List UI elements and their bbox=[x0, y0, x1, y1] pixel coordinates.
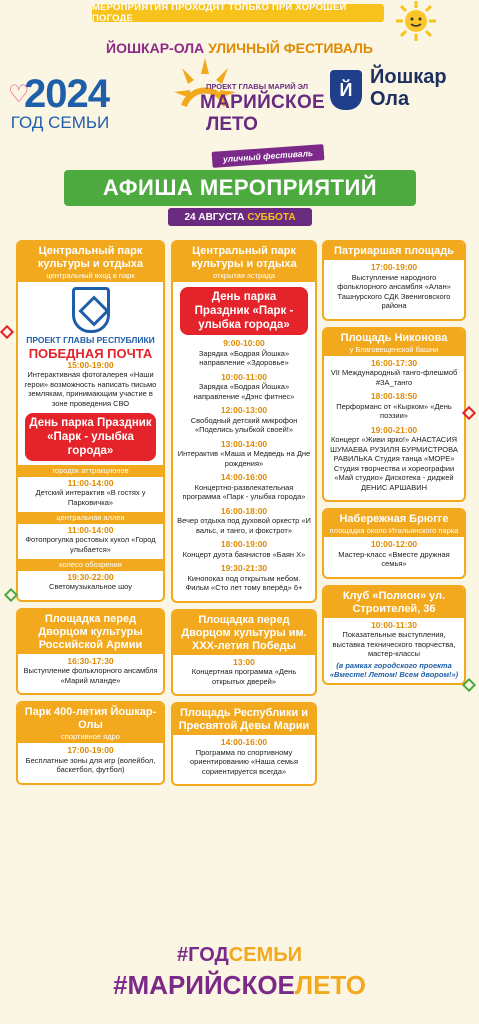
venue-card-bruges-embankment: Набережная Брюгге площадка около Итальянского парка 10:00-12:00 Мастер-класс «Вместе дружная семья» bbox=[322, 508, 466, 579]
venue-card-patriarch-square: Патриаршая площадь 17:00-19:00 Выступление народного фольклорного ансамбля «Алан» Ташнурского СДК Звениговского района bbox=[322, 240, 466, 321]
republic-emblem-icon bbox=[72, 287, 110, 333]
column-left bbox=[16, 240, 165, 791]
logo-year: 2024 bbox=[24, 72, 109, 116]
column-right bbox=[322, 240, 466, 691]
venue-card-park-400: Парк 400-летия Йошкар-Олы спортивное ядро 17:00-19:00 Бесплатные зоны для игр (волейбол, баскетбол, футбол) bbox=[16, 701, 165, 785]
event-time: 14:00-16:00 bbox=[220, 472, 268, 482]
event-time: 18:00-18:50 bbox=[370, 391, 418, 401]
event-time: 10:00-11:00 bbox=[221, 371, 267, 382]
event-time: 19:00-21:00 bbox=[370, 424, 418, 435]
venue-card-central-park-stage: Центральный парк культуры и отдыха открытая эстрада День парка Праздник «Парк - улыбка города» 9:00-10:00 Зарядка «Бодрая Йошка» направление «Здоровье» 10:00-11:00 Зарядка «Бодрая Йошка» направление «Дэнс фитнес» 12:00-13:00 Свободный детский микрофон «Поделись улыбкой своей!» 13:00-14:00 Интерактив «Маша и Медведь на Дне рождения» 14:00-16:00 Концертно-развлекательная программа «Парк - улыбка города» 16:00-18:00 Вечер отдыха под духовой оркестр «И вальс, и танго, и фокстрот» 18:00-19:00 Концерт дуэта баянистов «Баян Х» 19:30-21:30 Кинопоказ под открытым небом. Фильм «Сто лет тому вперёд» 6+ bbox=[171, 240, 317, 603]
hashtag-year-of-family: #ГОДСЕМЬИ bbox=[177, 944, 302, 966]
marii-leto-logo bbox=[160, 56, 326, 156]
venue-card-republic-square: Площадь Республики и Пресвятой Девы Марии 14:00-16:00 Программа по спортивному ориентированию «Наша семья сориентируется всегда» bbox=[171, 702, 317, 786]
event-time: 12:00-13:00 bbox=[220, 405, 268, 415]
event-text: VII Международный танго-флешмоб #ЗА_танго bbox=[330, 368, 458, 387]
year-of-family-logo bbox=[10, 74, 110, 132]
city-emblem-icon: Й bbox=[330, 70, 362, 110]
event-text: Концертно-развлекательная программа «Парк - улыбка города» bbox=[182, 482, 306, 501]
hashtag-marii-leto: #МАРИЙСКОЕЛЕТО bbox=[113, 970, 366, 1000]
event-text: Зарядка «Бодрая Йошка» направление «Дэнс фитнес» bbox=[193, 382, 295, 401]
festival-title: УЛИЧНЫЙ ФЕСТИВАЛЬ bbox=[208, 40, 373, 56]
event-time: 16:00-18:00 bbox=[220, 505, 268, 516]
event-text: Концерт «Живи ярко!» АНАСТАСИЯ ШУМАЕВА РУЗИЛЯ БУРМИСТРОВА РАВИЛЬКА Студия танца «МОРЕ» Студия творчества и хореографии «Май студио» Дискотека - диджей ДЕНИС АРШАВИН bbox=[330, 435, 458, 492]
venue-card-nikonov-square: Площадь Никонова у Благовещенской башни 16:00-17:30 VII Международный танго-флешмоб #ЗА_танго 18:00-18:50 Перформанс от «Кырком» «День поэзии» 19:00-21:00 Концерт «Живи ярко!» АНАСТАСИЯ ШУМАЕВА РУЗИЛЯ БУРМИСТРОВА РАВИЛЬКА Студия танца «МОРЕ» Студия творчества и хореографии «Май студио» Дискотека - диджей ДЕНИС АРШАВИН bbox=[322, 327, 466, 503]
event-text: Интерактив «Маша и Медведь на Дне рождения» bbox=[177, 449, 311, 468]
venue-card-army-palace: Площадка перед Дворцом культуры Российской Армии 16:30-17:30 Выступление фольклорного ансамбля «Марий мланде» bbox=[16, 608, 165, 696]
event-text: Кинопоказ под открытым небом. Фильм «Сто лет тому вперёд» 6+ bbox=[185, 573, 303, 592]
logo-project: ПРОЕКТ ГЛАВЫ МАРИЙ ЭЛ bbox=[206, 82, 308, 91]
event-text: Зарядка «Бодрая Йошка» направление «Здоровье» bbox=[198, 348, 290, 367]
event-text: Свободный детский микрофон «Поделись улыбкой своей!» bbox=[190, 415, 298, 434]
event-time: 13:00-14:00 bbox=[220, 438, 268, 449]
yoshkar-ola-logo bbox=[330, 66, 470, 136]
park-day-badge: День парка Праздник «Парк - улыбка города» bbox=[25, 413, 156, 461]
heart-icon: ♡ bbox=[8, 81, 30, 108]
park-day-badge: День парка Праздник «Парк - улыбка города» bbox=[180, 287, 308, 335]
logo-line1: МАРИЙСКОЕ bbox=[200, 92, 326, 113]
event-text: Концерт дуэта баянистов «Баян Х» bbox=[182, 549, 306, 559]
event-date: 24 АВГУСТА СУББОТА bbox=[168, 208, 312, 226]
sun-icon bbox=[395, 0, 437, 42]
city-logo-name: Йошкар Ола bbox=[370, 66, 447, 110]
event-time: 19:30-21:30 bbox=[220, 563, 268, 573]
event-time: 16:00-17:30 bbox=[370, 357, 418, 368]
event-time: 18:00-19:00 bbox=[220, 539, 268, 549]
festival-line bbox=[0, 40, 479, 56]
column-middle bbox=[171, 240, 317, 792]
city-name: ЙОШКАР-ОЛА bbox=[106, 40, 205, 56]
event-time: 9:00-10:00 bbox=[223, 338, 265, 348]
venue-card-victory-palace: Площадка перед Дворцом культуры им. XXX-летия Победы 13:00 Концертная программа «День открытых дверей» bbox=[171, 609, 317, 697]
poster-banner: АФИША МЕРОПРИЯТИЙ bbox=[64, 170, 416, 206]
logo-line2: ЛЕТО bbox=[206, 114, 258, 135]
venue-card-polion-club: Клуб «Полион» ул. Строителей, 36 10:00-11:30 Показательные выступления, выставка технического творчества, мастер-классы (в рамках городского проекта «Вместе! Летом! Всем двором!») bbox=[322, 585, 466, 685]
venue-card-central-park-entrance: Центральный парк культуры и отдыха центральный вход в парк ПРОЕКТ ГЛАВЫ РЕСПУБЛИКИ ПОБЕДНАЯ ПОЧТА 15:00-19:00 Интерактивная фотогалерея «Наши герои» возможность написать письмо землякам, принимающим участие в зоне проведения СВО День парка Праздник «Парк - улыбка города» городок аттракционов 11:00-14:00 Детский интерактив «В гостях у Парковичка» центральная аллея 11:00-14:00 Фотопрогулка ростовых кукол «Город улыбается» колесо обозрения 19:30-22:00 Светомузыкальное шоу bbox=[16, 240, 165, 602]
event-text: Вечер отдыха под духовой оркестр «И вальс, и танго, и фокстрот» bbox=[177, 516, 311, 535]
logo-caption: ГОД СЕМЬИ bbox=[10, 113, 110, 132]
weather-notice: МЕРОПРИЯТИЯ ПРОХОДЯТ ТОЛЬКО ПРИ ХОРОШЕЙ ПОГОДЕ bbox=[92, 4, 384, 22]
diamond-ornament-icon bbox=[0, 325, 14, 339]
event-text: Перформанс от «Кырком» «День поэзии» bbox=[336, 401, 452, 420]
festival-stamp: уличный фестиваль bbox=[212, 144, 325, 168]
